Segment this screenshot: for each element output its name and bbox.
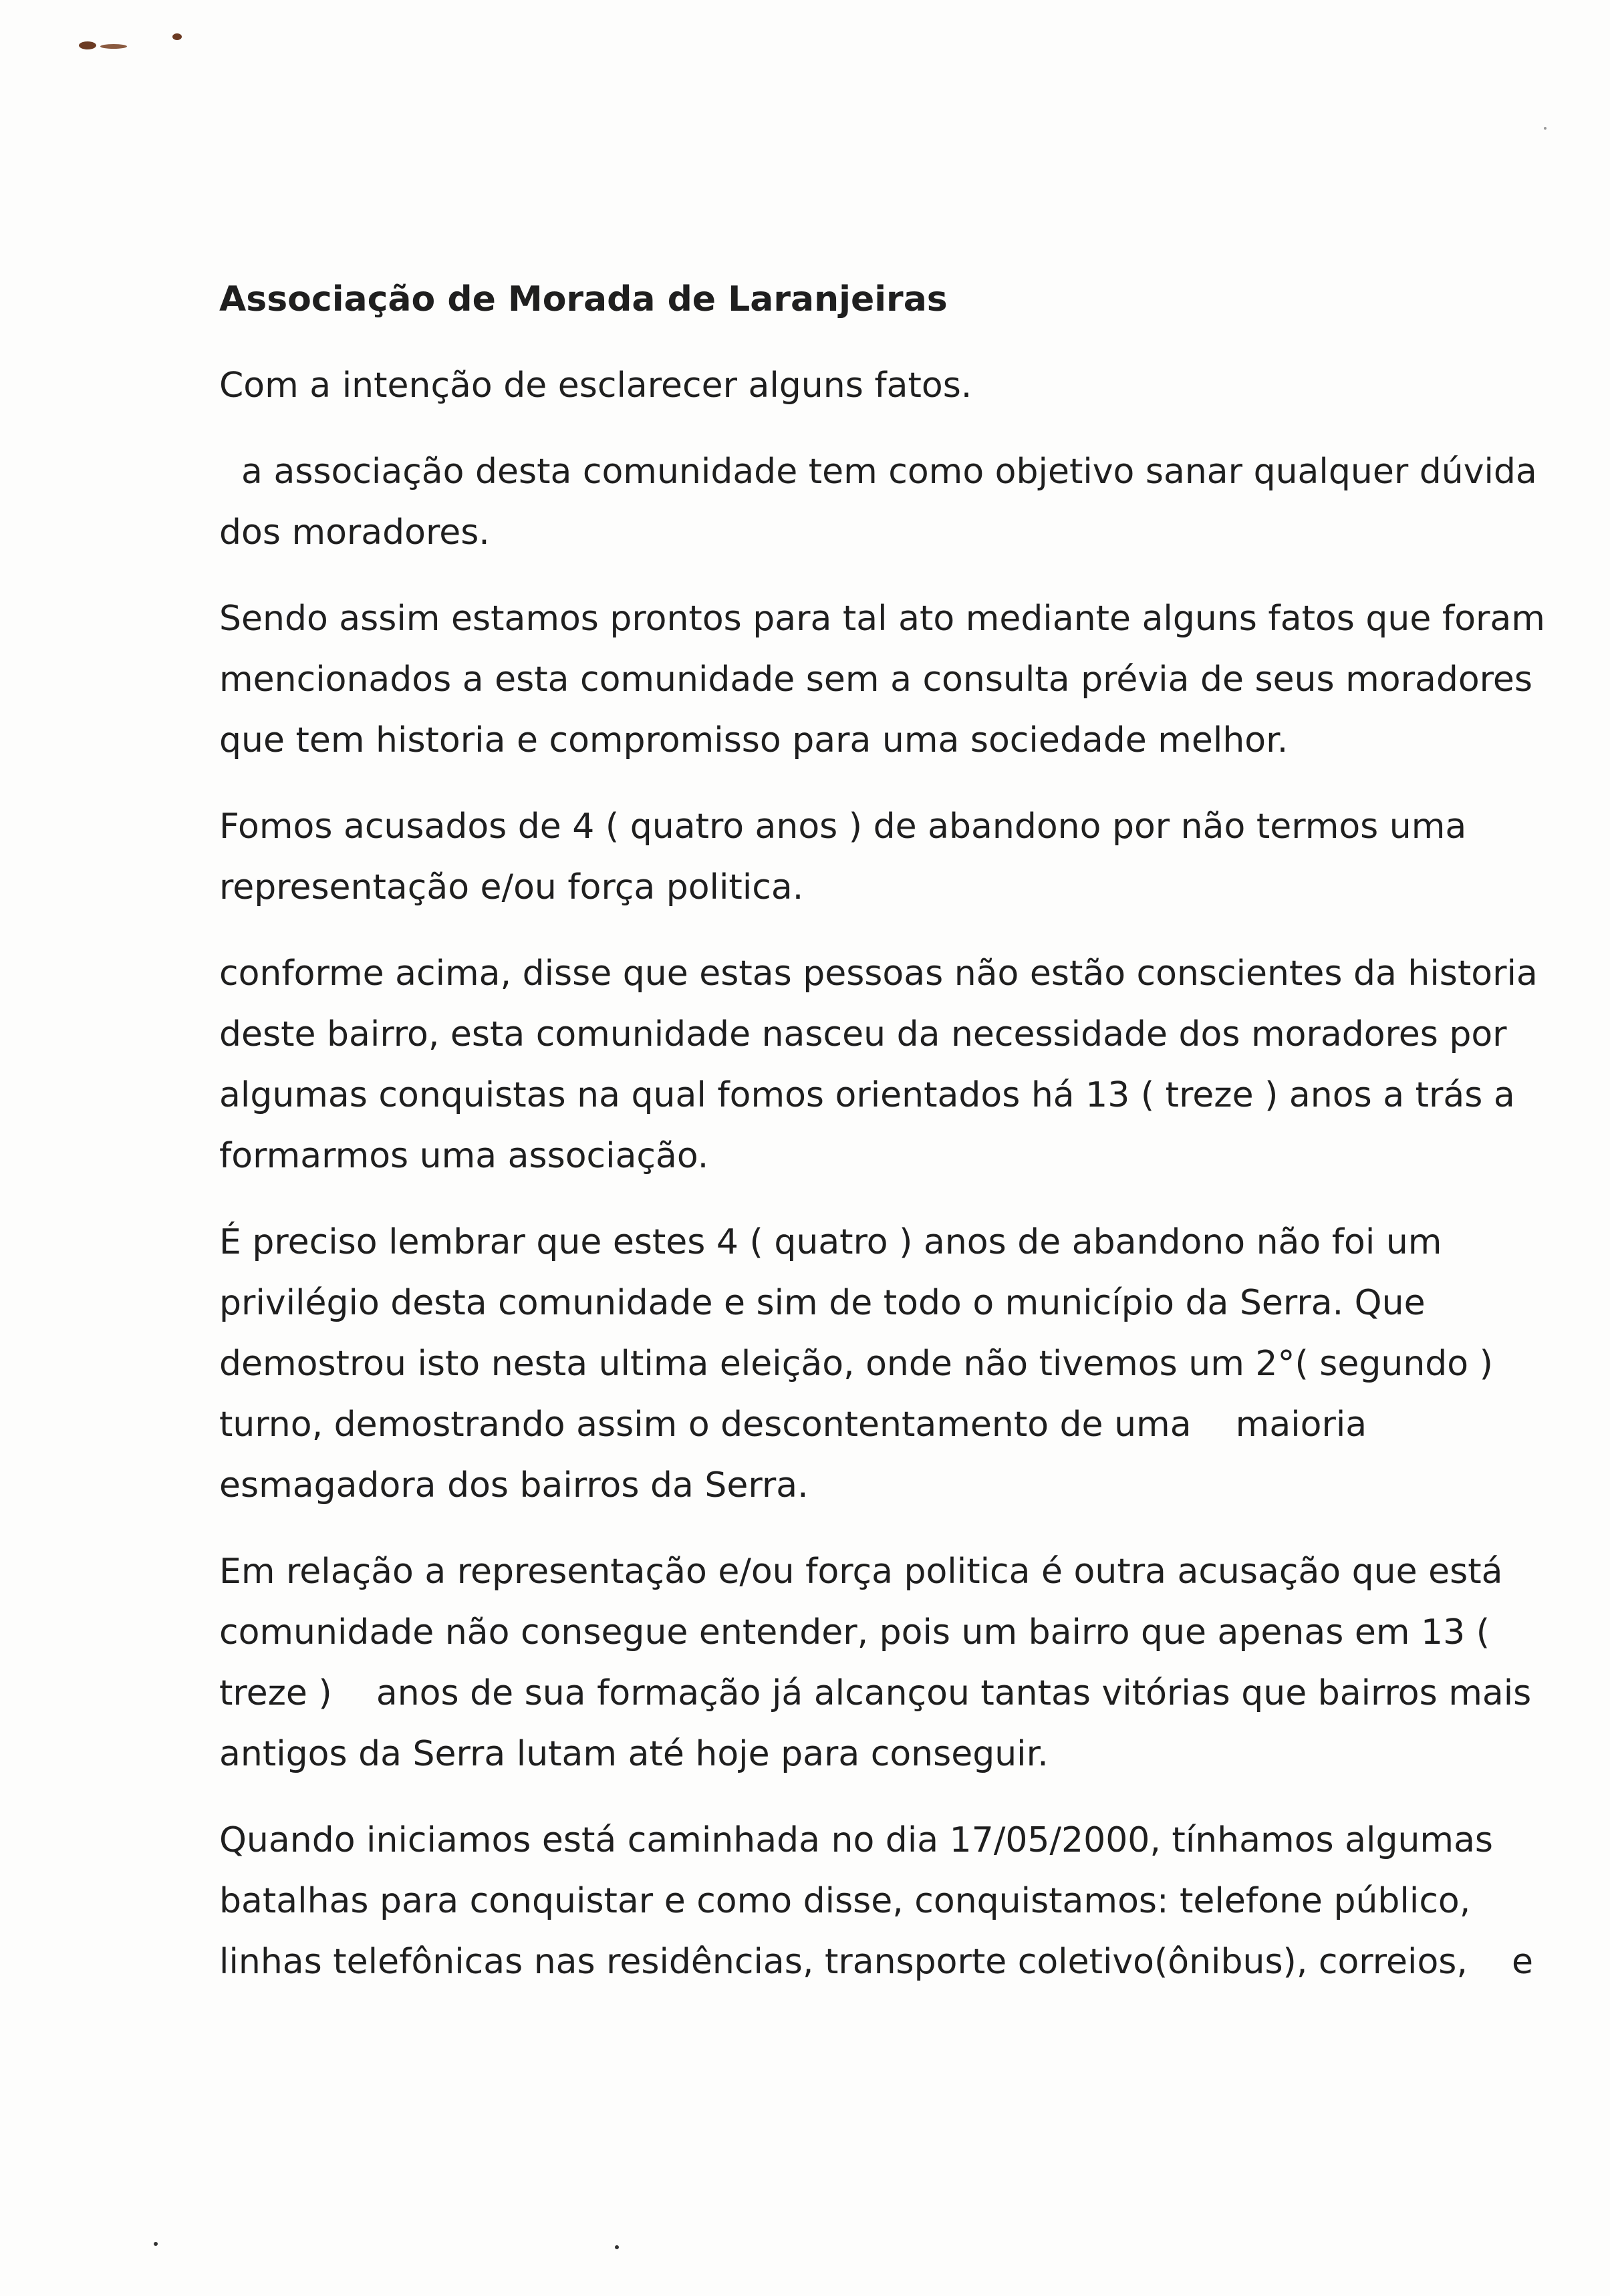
text-line: Fomos acusados de 4 ( quatro anos ) de abandono por não termos uma [219,807,1467,847]
paragraph-8 [219,1810,1542,1993]
paragraph-1 [219,355,1542,416]
text-line: a associação desta comunidade tem como objetivo sanar qualquer dúvida [219,452,1537,492]
text-line: conforme acima, disse que estas pessoas não estão conscientes da historia [219,954,1538,994]
letter-title: Associação de Morada de Laranjeiras [219,279,948,319]
text-line: antigos da Serra lutam até hoje para conseguir. [219,1734,1049,1774]
text-line: Sendo assim estamos prontos para tal ato mediante alguns fatos que foram [219,599,1545,639]
scan-dust-mark [615,2245,619,2249]
scan-dust-mark [1544,127,1547,130]
text-line: comunidade não consegue entender, pois um bairro que apenas em 13 ( [219,1612,1490,1653]
text-line: Em relação a representação e/ou força politica é outra acusação que está [219,1552,1503,1592]
text-line: treze ) anos de sua formação já alcançou tantas vitórias que bairros mais [219,1673,1532,1713]
paragraph-2 [219,442,1542,563]
text-line: Com a intenção de esclarecer alguns fatos. [219,366,972,406]
text-line: mencionados a esta comunidade sem a consulta prévia de seus moradores [219,660,1533,700]
scan-stain-mark [172,33,182,40]
text-line: deste bairro, esta comunidade nasceu da necessidade dos moradores por [219,1014,1507,1054]
text-line: algumas conquistas na qual fomos orientados há 13 ( treze ) anos a trás a [219,1075,1515,1115]
scan-stain-mark [100,44,127,49]
text-line: demostrou isto nesta ultima eleição, onde não tivemos um 2°( segundo ) [219,1344,1493,1384]
text-line: que tem historia e compromisso para uma sociedade melhor. [219,720,1289,760]
paragraph-3 [219,589,1545,771]
scan-stain-mark [79,41,96,49]
paragraph-6 [219,1212,1542,1516]
text-line: turno, demostrando assim o descontentamento de uma maioria [219,1405,1367,1445]
paragraph-7 [219,1542,1542,1785]
text-line: batalhas para conquistar e como disse, conquistamos: telefone público, [219,1881,1471,1921]
text-line: esmagadora dos bairros da Serra. [219,1465,809,1505]
text-line: linhas telefônicas nas residências, transporte coletivo(ônibus), correios, e [219,1942,1533,1982]
text-line: É preciso lembrar que estes 4 ( quatro ) anos de abandono não foi um [219,1222,1442,1262]
paragraph-5 [219,944,1542,1187]
text-line: Quando iniciamos está caminhada no dia 17/05/2000, tínhamos algumas [219,1820,1494,1860]
text-line: dos moradores. [219,513,490,553]
text-line: formarmos uma associação. [219,1136,709,1176]
paragraph-4 [219,797,1542,918]
letter-body [219,269,1545,2018]
scan-dust-mark [154,2242,158,2246]
text-line: representação e/ou força politica. [219,867,804,907]
text-line: privilégio desta comunidade e sim de todo o município da Serra. Que [219,1283,1426,1323]
